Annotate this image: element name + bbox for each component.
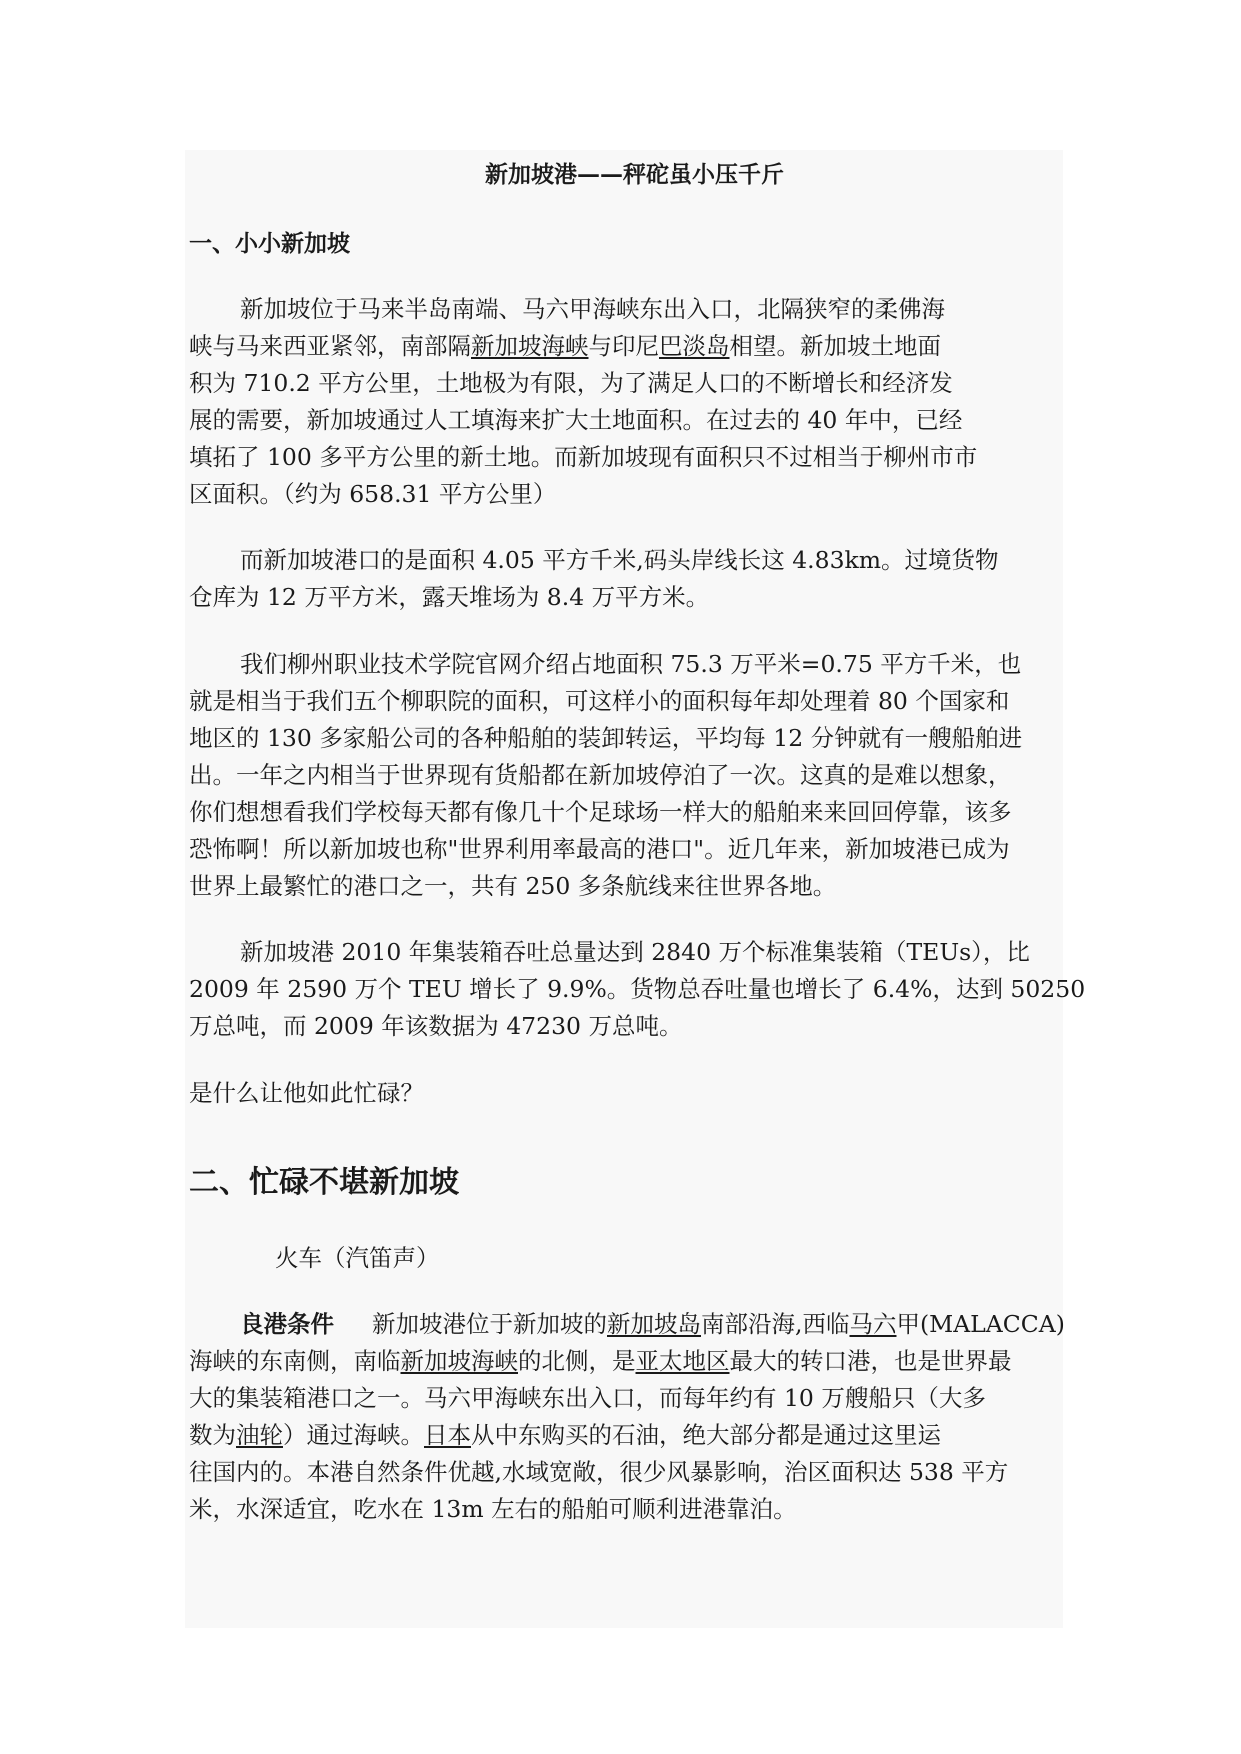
s1-p1-line-6: 区面积。（约为 658.31 平方公里） [189, 480, 557, 508]
s1-p1-line-5: 填拓了 100 多平方公里的新土地。而新加坡现有面积只不过相当于柳州市市 [189, 443, 978, 471]
s2-p1-line-5: 往国内的。本港自然条件优越,水域宽敞，很少风暴影响，治区面积达 538 平方 [189, 1458, 1009, 1486]
s1-p3-line-6: 恐怖啊！所以新加坡也称"世界利用率最高的港口"。近几年来，新加坡港已成为 [189, 835, 1010, 863]
link-oil-tanker[interactable]: 油轮 [236, 1421, 283, 1449]
s2-p1-line-1: 良港条件 新加坡港位于新加坡的新加坡岛南部沿海,西临马六甲(MALACCA) [240, 1310, 1065, 1338]
s1-p3-line-1: 我们柳州职业技术学院官网介绍占地面积 75.3 万平米=0.75 平方千米，也 [240, 650, 1022, 678]
s1-p3-line-4: 出。一年之内相当于世界现有货船都在新加坡停泊了一次。这真的是难以想象， [189, 761, 1012, 789]
s2-p1-line-3: 大的集装箱港口之一。马六甲海峡东出入口，而每年约有 10 万艘船只（大多 [189, 1384, 986, 1412]
section-1-heading: 一、小小新加坡 [189, 230, 350, 257]
link-batam-island[interactable]: 巴淡岛 [659, 332, 730, 360]
s1-p4-line-1: 新加坡港 2010 年集装箱吞吐总量达到 2840 万个标准集装箱（TEUs），比 [240, 938, 1030, 966]
s1-p4-line-2: 2009 年 2590 万个 TEU 增长了 9.9%。货物总吞吐量也增长了 6.4%，达到 50250 [189, 975, 1086, 1003]
s2-p1-line-2: 海峡的东南侧，南临新加坡海峡的北侧，是亚太地区最大的转口港，也是世界最 [189, 1347, 1012, 1375]
s1-p1-line-4: 展的需要，新加坡通过人工填海来扩大土地面积。在过去的 40 年中，已经 [189, 406, 963, 434]
s1-p1-line-2: 峡与马来西亚紧邻，南部隔新加坡海峡与印尼巴淡岛相望。新加坡土地面 [189, 332, 941, 360]
link-asia-pacific[interactable]: 亚太地区 [635, 1347, 730, 1375]
s1-p1-line-3: 积为 710.2 平方公里，土地极为有限，为了满足人口的不断增长和经济发 [189, 369, 953, 397]
s1-p3-line-7: 世界上最繁忙的港口之一，共有 250 多条航线来往世界各地。 [189, 872, 837, 900]
s1-p3-line-2: 就是相当于我们五个柳职院的面积，可这样小的面积每年却处理着 80 个国家和 [189, 687, 1010, 715]
link-malacca[interactable]: 马六 [849, 1310, 897, 1338]
s1-question: 是什么让他如此忙碌？ [189, 1079, 424, 1107]
s1-p3-line-3: 地区的 130 多家船公司的各种船舶的装卸转运，平均每 12 分钟就有一艘船舶进 [189, 724, 1023, 752]
link-singapore-strait[interactable]: 新加坡海峡 [471, 332, 589, 360]
s1-p3-line-5: 你们想想看我们学校每天都有像几十个足球场一样大的船舶来来回回停靠，该多 [189, 798, 1012, 826]
s2-p1-line-4: 数为油轮）通过海峡。日本从中东购买的石油，绝大部分都是通过这里运 [189, 1421, 941, 1449]
good-harbor-label: 良港条件 [240, 1310, 334, 1338]
link-singapore-strait-2[interactable]: 新加坡海峡 [400, 1347, 518, 1375]
link-singapore-island[interactable]: 新加坡岛 [607, 1310, 701, 1338]
sound-cue: 火车（汽笛声） [275, 1244, 440, 1272]
s1-p2-line-2: 仓库为 12 万平方米，露天堆场为 8.4 万平方米。 [189, 583, 710, 611]
s1-p2-line-1: 而新加坡港口的是面积 4.05 平方千米,码头岸线长这 4.83km。过境货物 [240, 546, 999, 574]
s1-p1-line-1: 新加坡位于马来半岛南端、马六甲海峡东出入口，北隔狭窄的柔佛海 [240, 295, 945, 323]
section-2-heading: 二、忙碌不堪新加坡 [189, 1165, 459, 1200]
document-title: 新加坡港——秤砣虽小压千斤 [485, 161, 784, 188]
link-japan[interactable]: 日本 [424, 1421, 471, 1449]
s2-p1-line-6: 米，水深适宜，吃水在 13m 左右的船舶可顺利进港靠泊。 [189, 1495, 797, 1523]
s1-p4-line-3: 万总吨，而 2009 年该数据为 47230 万总吨。 [189, 1012, 683, 1040]
